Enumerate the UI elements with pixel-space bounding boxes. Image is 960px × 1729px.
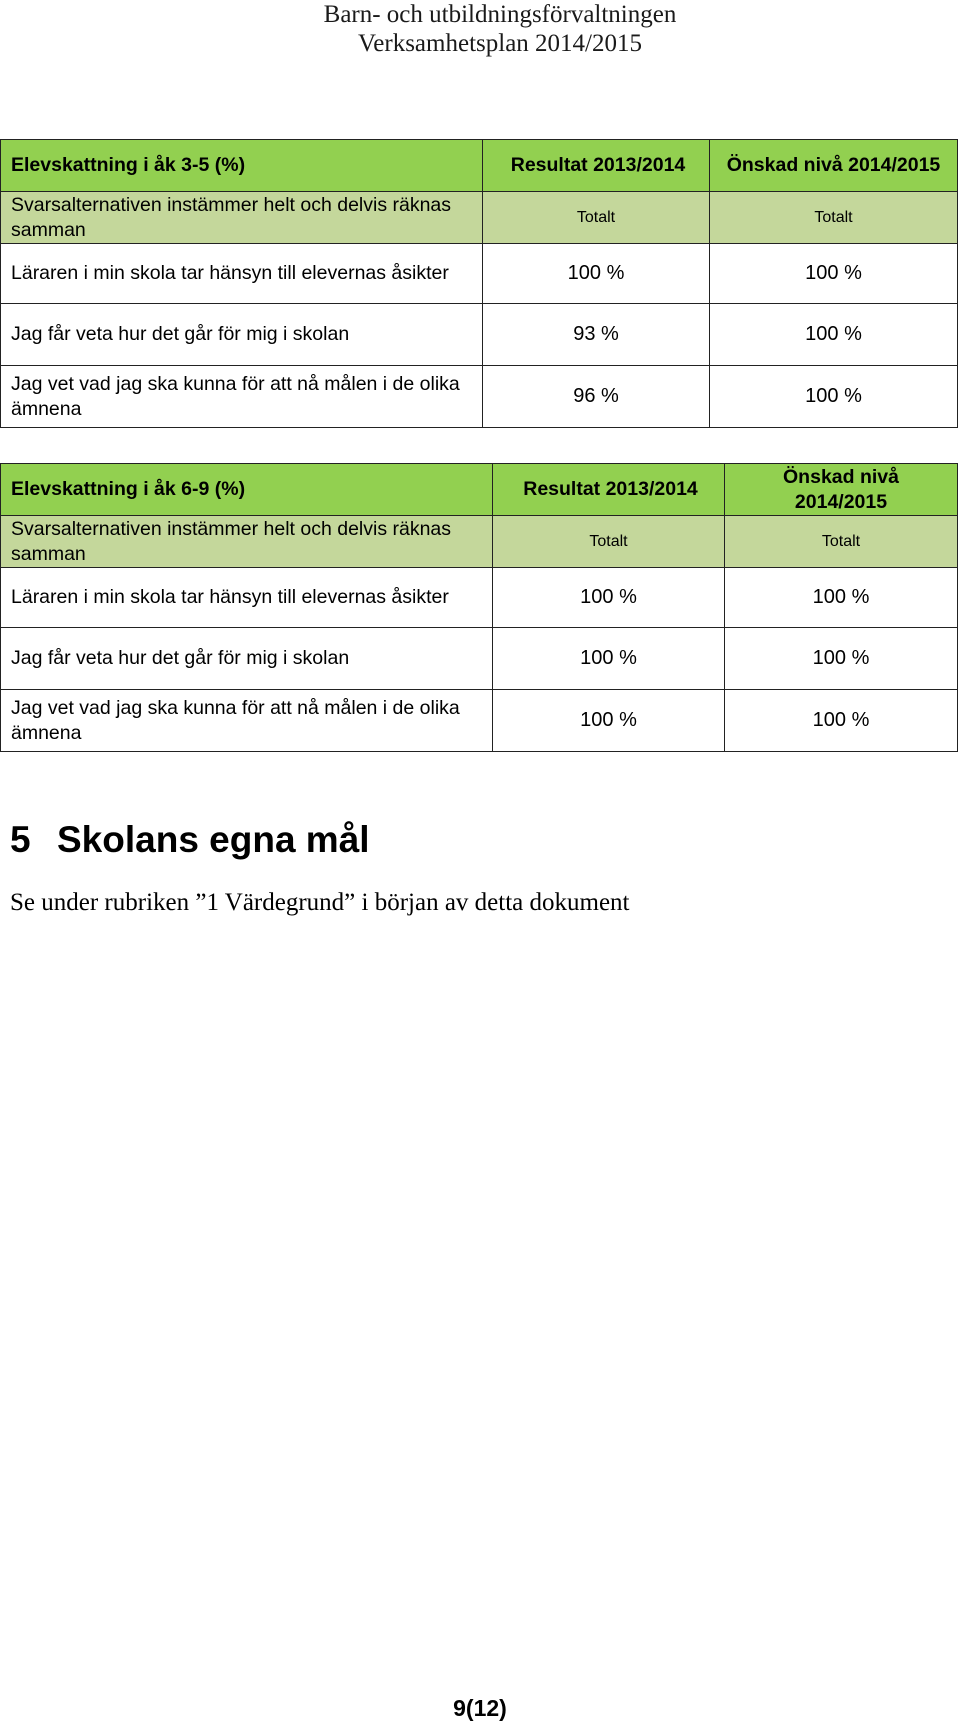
- section-heading: [10, 818, 370, 862]
- subheader-note: Svarsalternativen instämmer helt och delvis räknas samman: [1, 516, 493, 568]
- section-body-text: Se under rubriken ”1 Värdegrund” i början av detta dokument: [10, 889, 630, 916]
- table-title: Elevskattning i åk 3-5 (%): [1, 140, 483, 192]
- row-label: Jag får veta hur det går för mig i skolan: [1, 304, 483, 366]
- section-number: 5: [10, 819, 31, 860]
- result-column-header: Resultat 2013/2014: [483, 140, 710, 192]
- survey-table-ak-3-5: [0, 139, 958, 428]
- section-title: Skolans egna mål: [57, 819, 370, 860]
- row-target: 100 %: [710, 366, 958, 428]
- result-total-label: Totalt: [483, 192, 710, 244]
- table-subheader-row: [1, 192, 958, 244]
- subheader-note: Svarsalternativen instämmer helt och delvis räknas samman: [1, 192, 483, 244]
- result-total-label: Totalt: [493, 516, 725, 568]
- row-target: 100 %: [725, 628, 958, 690]
- target-column-header: Önskad nivå 2014/2015: [725, 464, 958, 516]
- table-row: [1, 628, 958, 690]
- table-row: [1, 690, 958, 752]
- table-subheader-row: [1, 516, 958, 568]
- row-label: Jag vet vad jag ska kunna för att nå målen i de olika ämnena: [1, 690, 493, 752]
- row-result: 93 %: [483, 304, 710, 366]
- row-result: 100 %: [483, 244, 710, 304]
- target-total-label: Totalt: [725, 516, 958, 568]
- survey-table-ak-6-9: [0, 463, 958, 752]
- row-target: 100 %: [725, 690, 958, 752]
- row-result: 96 %: [483, 366, 710, 428]
- table-row: [1, 244, 958, 304]
- result-column-header: Resultat 2013/2014: [493, 464, 725, 516]
- table-title: Elevskattning i åk 6-9 (%): [1, 464, 493, 516]
- page-number: 9(12): [453, 1695, 507, 1721]
- row-result: 100 %: [493, 568, 725, 628]
- table-row: [1, 568, 958, 628]
- header-department: Barn- och utbildningsförvaltningen: [323, 1, 677, 28]
- row-label: Läraren i min skola tar hänsyn till elevernas åsikter: [1, 568, 493, 628]
- row-target: 100 %: [710, 244, 958, 304]
- header-plan-title: Verksamhetsplan 2014/2015: [358, 30, 642, 57]
- table-header-row: [1, 140, 958, 192]
- table-row: [1, 304, 958, 366]
- row-result: 100 %: [493, 690, 725, 752]
- target-column-header: Önskad nivå 2014/2015: [710, 140, 958, 192]
- row-label: Jag får veta hur det går för mig i skolan: [1, 628, 493, 690]
- row-result: 100 %: [493, 628, 725, 690]
- table-row: [1, 366, 958, 428]
- row-label: Jag vet vad jag ska kunna för att nå målen i de olika ämnena: [1, 366, 483, 428]
- document-header: [290, 0, 710, 58]
- table-header-row: [1, 464, 958, 516]
- row-target: 100 %: [725, 568, 958, 628]
- row-target: 100 %: [710, 304, 958, 366]
- target-total-label: Totalt: [710, 192, 958, 244]
- row-label: Läraren i min skola tar hänsyn till elevernas åsikter: [1, 244, 483, 304]
